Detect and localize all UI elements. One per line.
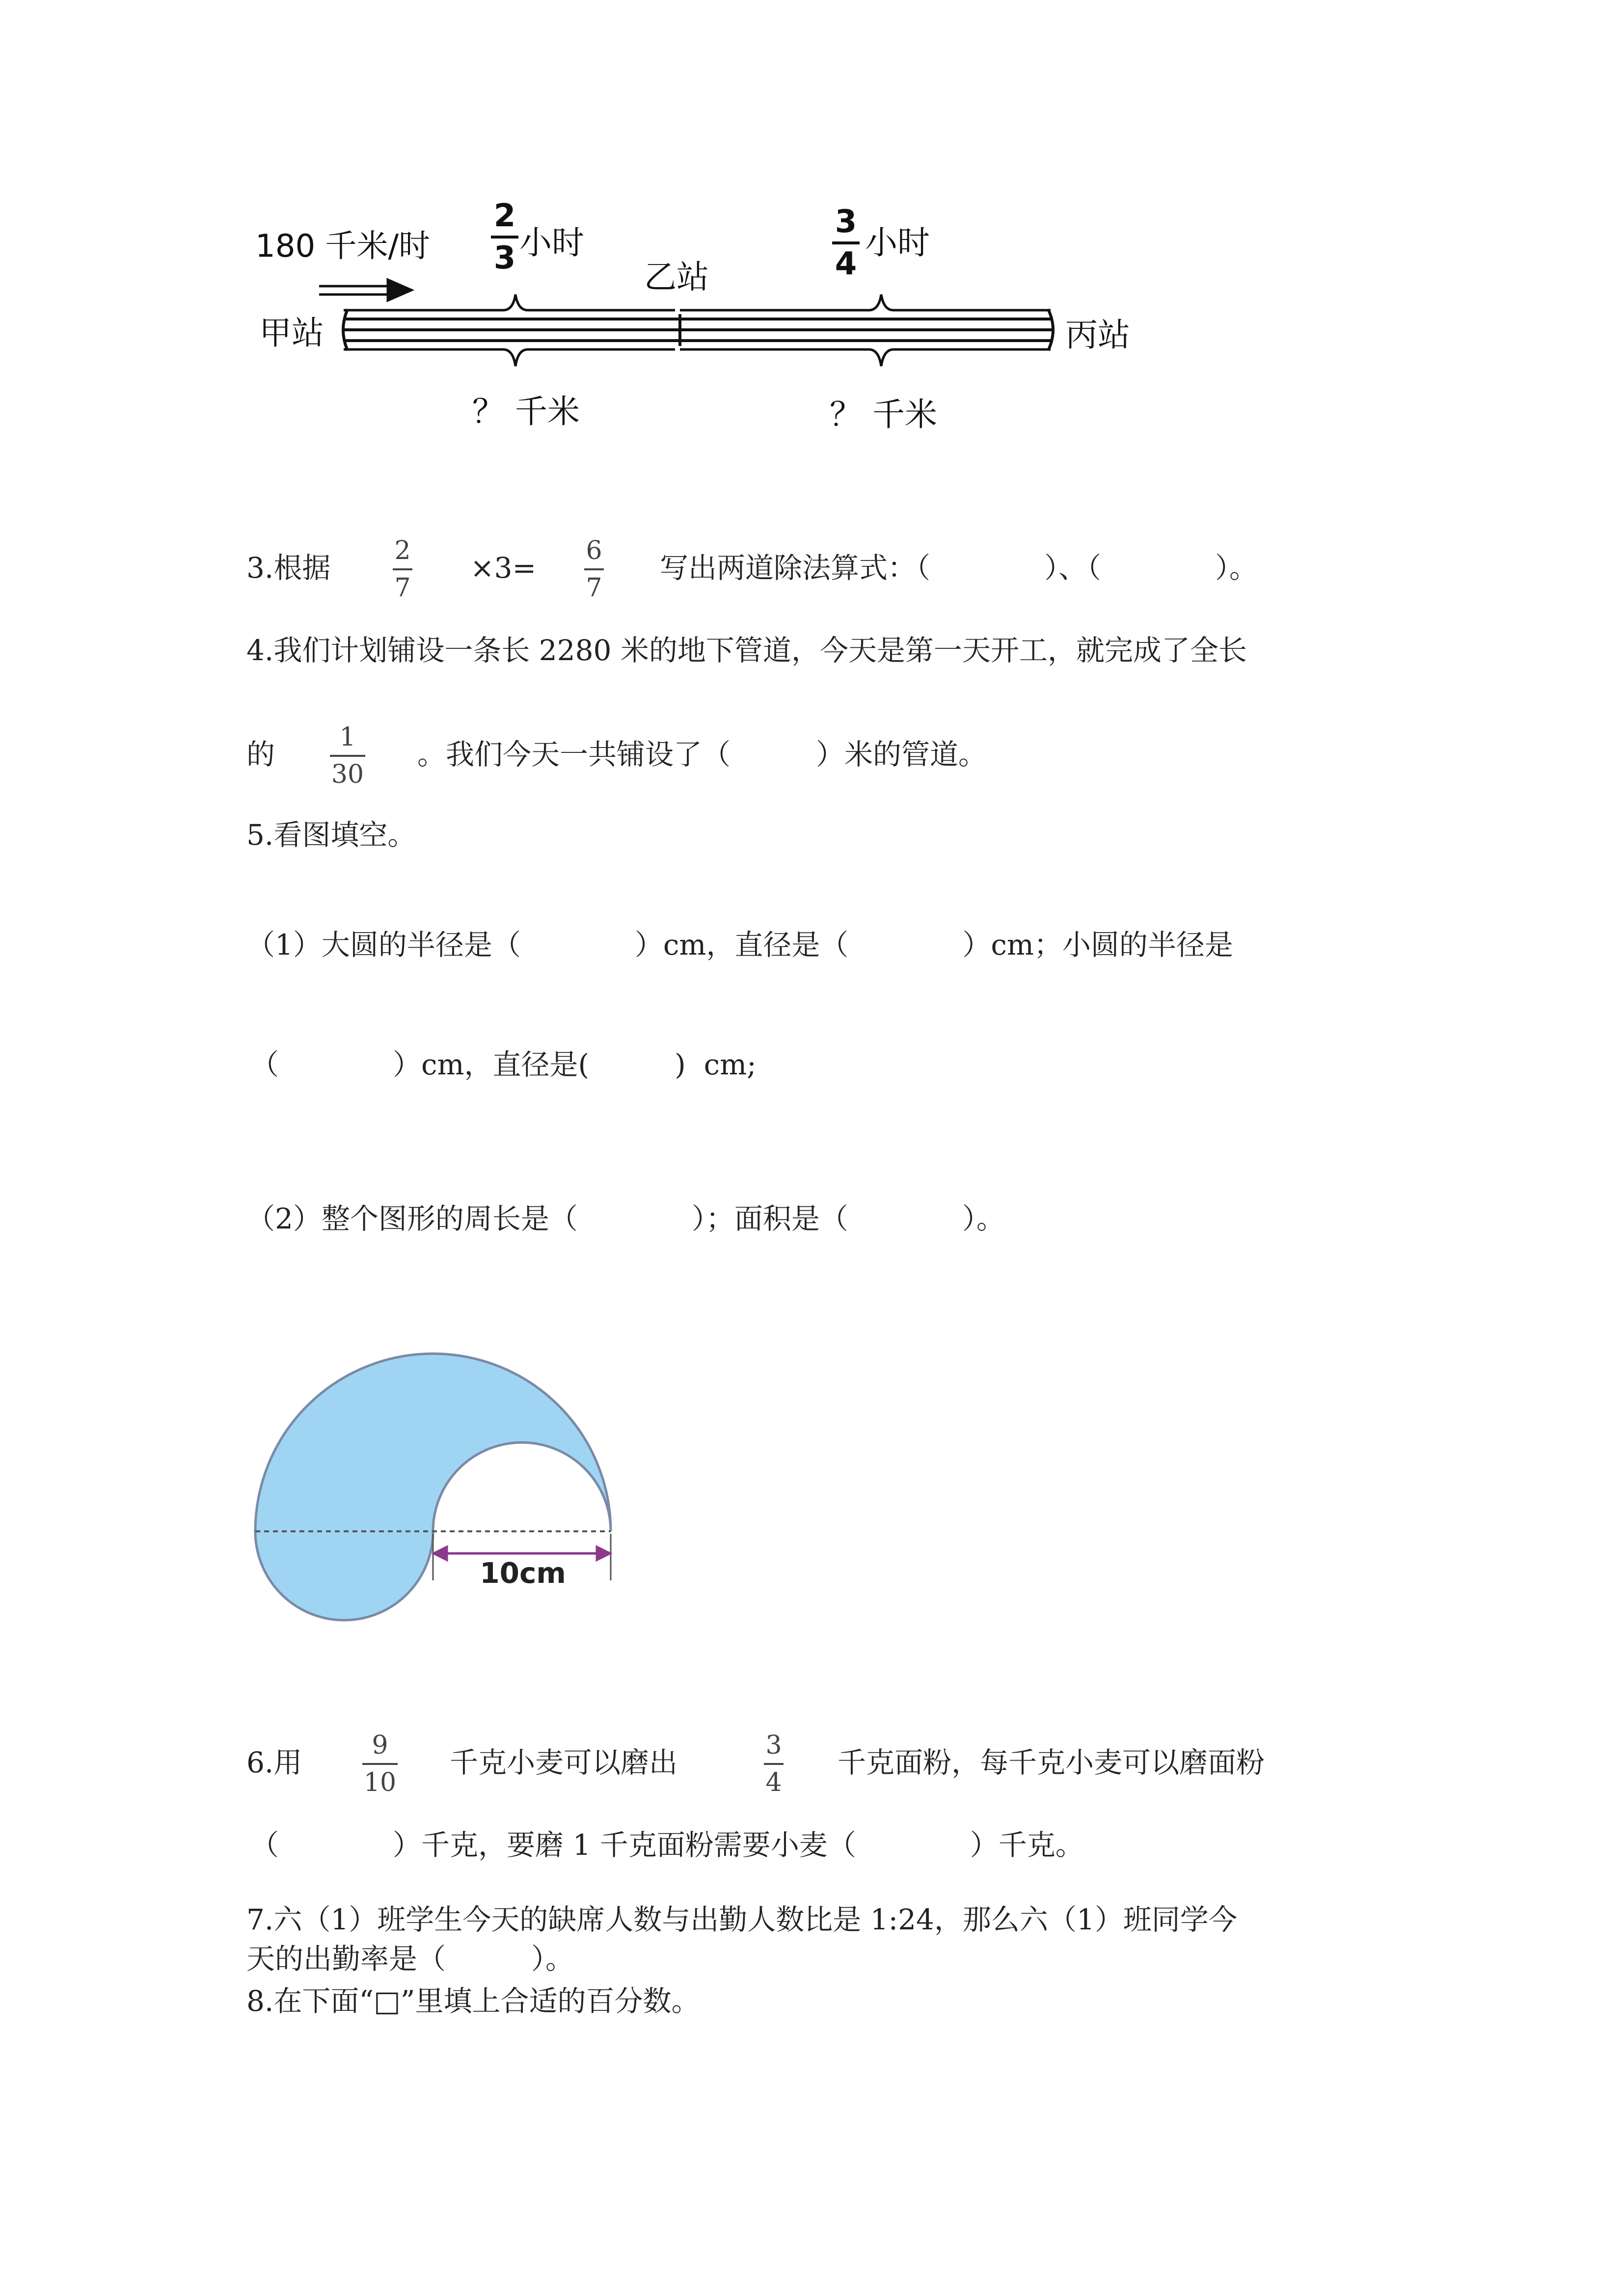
q4-prefix: 的 xyxy=(246,738,275,771)
q4-fraction: 1 30 xyxy=(330,724,365,787)
q5-part1-line1: （1）大圆的半径是（ ）cm，直径是（ ）cm；小圆的半径是 xyxy=(246,928,1233,961)
q3-fraction-2: 6 7 xyxy=(584,538,604,601)
station-c-label: 丙站 xyxy=(1065,316,1130,354)
q3-fraction-1: 2 7 xyxy=(393,538,412,601)
time-fraction-1: 2 3 xyxy=(491,200,518,274)
route-bar xyxy=(343,309,1053,350)
top-braces xyxy=(344,294,1051,310)
q7-line-1: 7.六（1）班学生今天的缺席人数与出勤人数比是 1:24，那么六（1）班同学今 xyxy=(246,1903,1237,1936)
q5-part1-line2: （ ）cm，直径是( ) cm; xyxy=(250,1048,757,1081)
q3-multiply: ×3= xyxy=(470,551,537,585)
q5-part2: （2）整个图形的周长是（ ）；面积是（ ）。 xyxy=(246,1202,1005,1235)
time-fraction-2: 3 4 xyxy=(832,206,860,280)
q6-line-2: （ ）千克，要磨 1 千克面粉需要小麦（ ）千克。 xyxy=(250,1828,1084,1862)
speed-arrow xyxy=(319,280,411,300)
q4-suffix: 。我们今天一共铺设了（ ）米的管道。 xyxy=(417,738,987,771)
distance-label-1: ？ 千米 xyxy=(472,393,580,430)
time-unit-2: 小时 xyxy=(865,224,930,262)
q3-suffix: 写出两道除法算式：（ ）、（ ）。 xyxy=(660,551,1258,585)
station-b-label: 乙站 xyxy=(644,258,709,296)
bottom-braces xyxy=(344,349,1051,366)
q6-mid: 千克小麦可以磨出 xyxy=(450,1746,678,1779)
distance-label-2: ？ 千米 xyxy=(830,396,937,433)
q3-prefix: 3.根据 xyxy=(246,551,331,585)
q6-prefix: 6.用 xyxy=(246,1746,302,1779)
semicircle-figure xyxy=(236,1345,628,1639)
speed-label: 180 千米/时 xyxy=(255,228,431,265)
q5-title: 5.看图填空。 xyxy=(246,818,416,852)
time-unit-1: 小时 xyxy=(519,224,584,262)
station-a-label: 甲站 xyxy=(259,314,324,352)
dimension-label: 10cm xyxy=(480,1556,566,1590)
q6-fraction-1: 9 10 xyxy=(362,1733,398,1795)
line-segment-diagram xyxy=(0,0,1624,491)
q6-fraction-2: 3 4 xyxy=(764,1733,784,1795)
q4-line-1: 4.我们计划铺设一条长 2280 米的地下管道，今天是第一天开工，就完成了全长 xyxy=(246,634,1247,667)
q6-suffix: 千克面粉，每千克小麦可以磨面粉 xyxy=(838,1746,1265,1779)
q7-line-2: 天的出勤率是（ ）。 xyxy=(246,1942,574,1976)
q8-line-1: 8.在下面“□”里填上合适的百分数。 xyxy=(246,1984,700,2018)
